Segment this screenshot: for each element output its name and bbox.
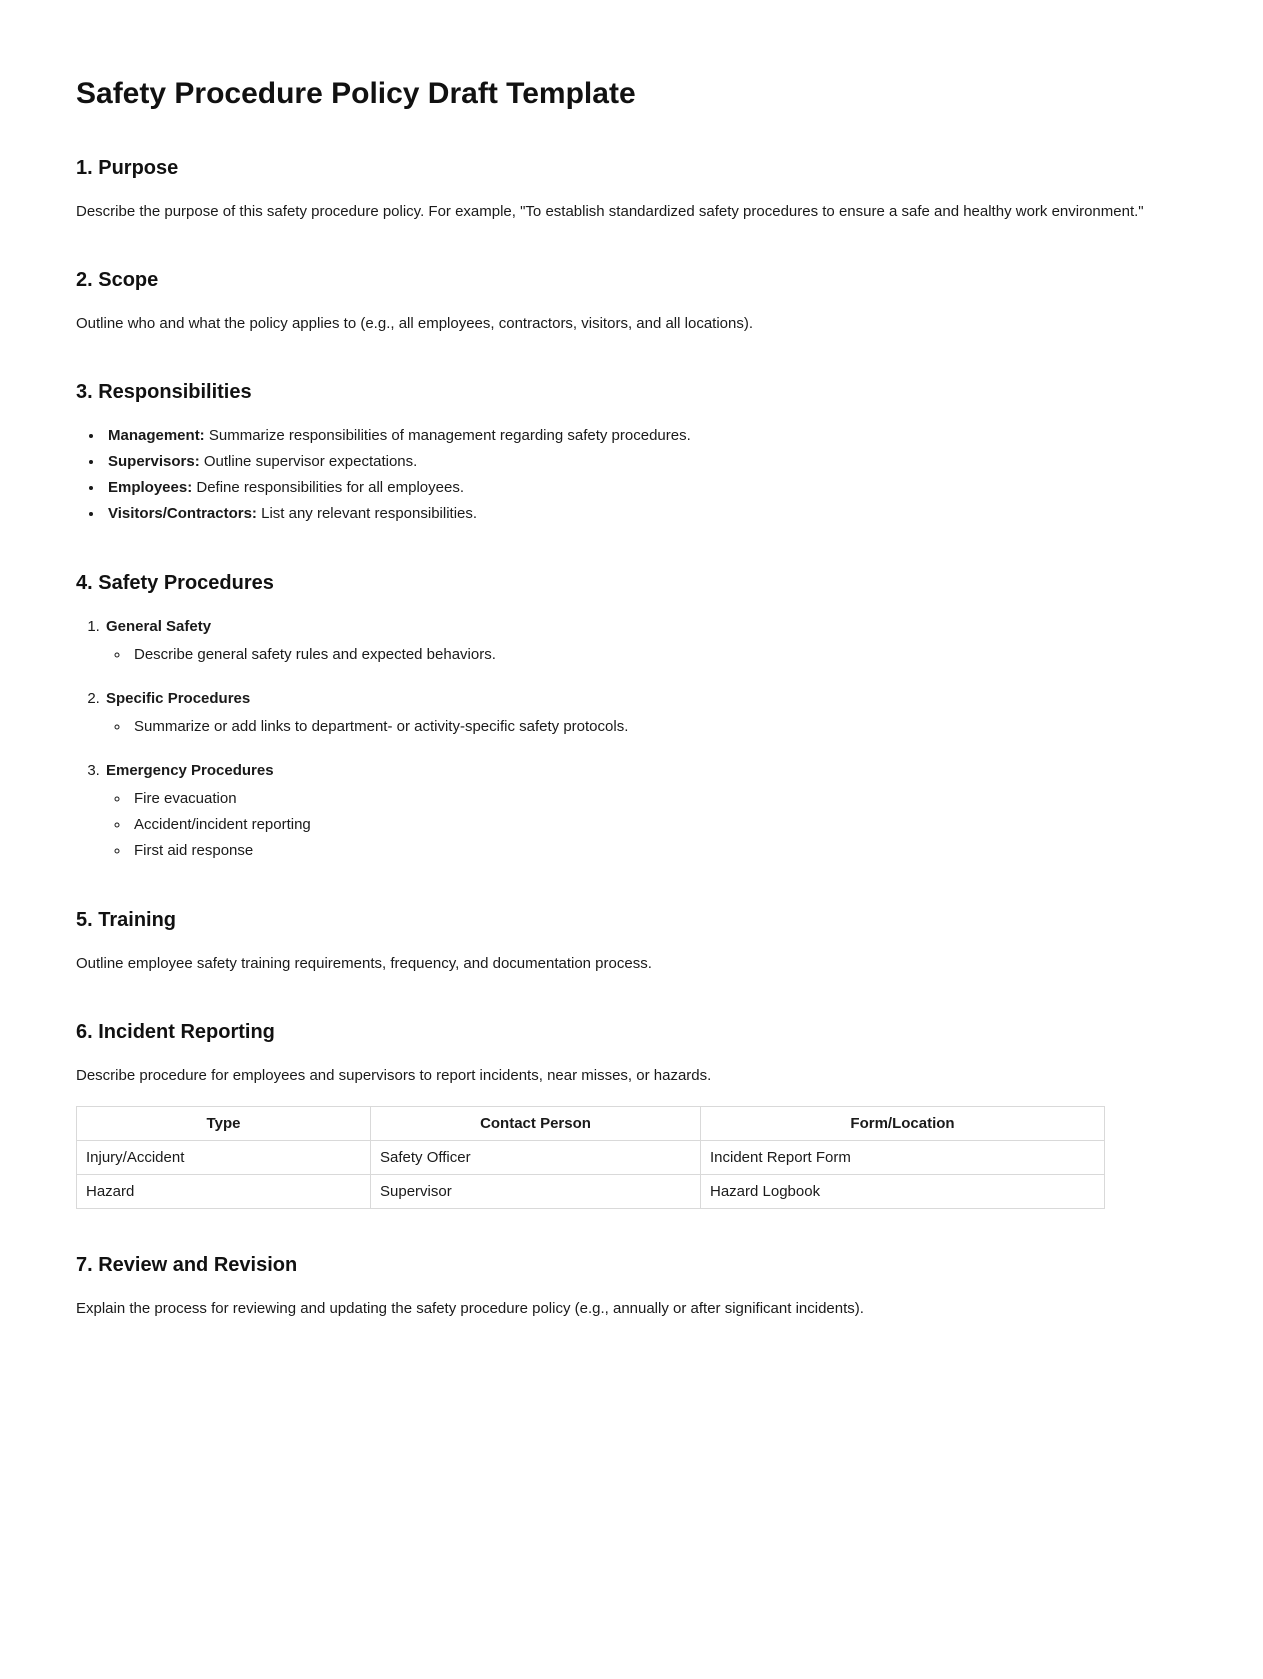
sub-bullet-list bbox=[106, 786, 1180, 864]
list-item-label: Supervisors: bbox=[108, 453, 200, 470]
list-item-text: Define responsibilities for all employees. bbox=[196, 479, 465, 496]
review-revision-paragraph-clipped: Explain the process for reviewing and updating the safety procedure policy (e.g., annually or after significant incidents). bbox=[76, 1300, 864, 1317]
table-cell-contact: Supervisor bbox=[371, 1175, 701, 1209]
sub-list-item: ◦ Describe general safety rules and expected behaviors. bbox=[130, 642, 1180, 668]
sub-list-item: ◦ Accident/incident reporting bbox=[130, 812, 1180, 838]
table-header-row bbox=[77, 1107, 1105, 1141]
section-heading-responsibilities: 3. Responsibilities bbox=[76, 381, 252, 403]
sub-list-item: ◦ First aid response bbox=[130, 838, 1180, 864]
table-cell-type: Injury/Accident bbox=[77, 1141, 371, 1175]
purpose-paragraph: Describe the purpose of this safety procedure policy. For example, "To establish standardized safety procedures to ensure a safe and healthy work environment." bbox=[76, 203, 1144, 220]
list-item-management bbox=[104, 423, 1180, 449]
sub-bullet-list bbox=[106, 642, 1180, 668]
safety-procedures-list bbox=[76, 614, 1180, 864]
numbered-item-general-safety bbox=[104, 614, 1180, 668]
table-row bbox=[77, 1175, 1105, 1209]
scope-paragraph: Outline who and what the policy applies to (e.g., all employees, contractors, visitors, and all locations). bbox=[76, 315, 754, 332]
list-item-supervisors bbox=[104, 449, 1180, 475]
incident-reporting-paragraph: Describe procedure for employees and supervisors to report incidents, near misses, or hazards. bbox=[76, 1067, 712, 1084]
column-header-type: Type bbox=[77, 1107, 371, 1141]
list-item-label: Visitors/Contractors: bbox=[108, 505, 257, 522]
section-heading-purpose: 1. Purpose bbox=[76, 157, 179, 179]
responsibilities-list bbox=[76, 423, 1180, 527]
list-item-label: Management: bbox=[108, 427, 205, 444]
table-cell-type: Hazard bbox=[77, 1175, 371, 1209]
list-item-text: List any relevant responsibilities. bbox=[261, 505, 478, 522]
numbered-item-title: General Safety bbox=[106, 618, 212, 635]
table-cell-form: Incident Report Form bbox=[701, 1141, 1105, 1175]
list-item-employees bbox=[104, 475, 1180, 501]
incident-reporting-table bbox=[76, 1106, 1105, 1209]
numbered-item-emergency-procedures bbox=[104, 758, 1180, 864]
column-header-form-location: Form/Location bbox=[701, 1107, 1105, 1141]
section-heading-scope: 2. Scope bbox=[76, 269, 159, 291]
numbered-item-title: Specific Procedures bbox=[106, 690, 251, 707]
section-heading-safety-procedures: 4. Safety Procedures bbox=[76, 572, 274, 594]
table-row bbox=[77, 1141, 1105, 1175]
list-item-text: Summarize responsibilities of management regarding safety procedures. bbox=[208, 427, 691, 444]
numbered-item-specific-procedures bbox=[104, 686, 1180, 740]
list-item-label: Employees: bbox=[108, 479, 193, 496]
section-heading-incident-reporting: 6. Incident Reporting bbox=[76, 1021, 275, 1043]
page-title: Safety Procedure Policy Draft Template bbox=[76, 77, 636, 110]
training-paragraph: Outline employee safety training requirements, frequency, and documentation process. bbox=[76, 955, 652, 972]
numbered-item-title: Emergency Procedures bbox=[106, 762, 274, 779]
section-heading-training: 5. Training bbox=[76, 909, 177, 931]
table-cell-form: Hazard Logbook bbox=[701, 1175, 1105, 1209]
sub-list-item: ◦ Summarize or add links to department- or activity-specific safety protocols. bbox=[130, 714, 1180, 740]
sub-bullet-list bbox=[106, 714, 1180, 740]
sub-list-item: ◦ Fire evacuation bbox=[130, 786, 1180, 812]
section-heading-review-revision: 7. Review and Revision bbox=[76, 1254, 298, 1276]
list-item-text: Outline supervisor expectations. bbox=[203, 453, 418, 470]
table-cell-contact: Safety Officer bbox=[371, 1141, 701, 1175]
list-item-visitors-contractors bbox=[104, 501, 1180, 527]
column-header-contact-person: Contact Person bbox=[371, 1107, 701, 1141]
